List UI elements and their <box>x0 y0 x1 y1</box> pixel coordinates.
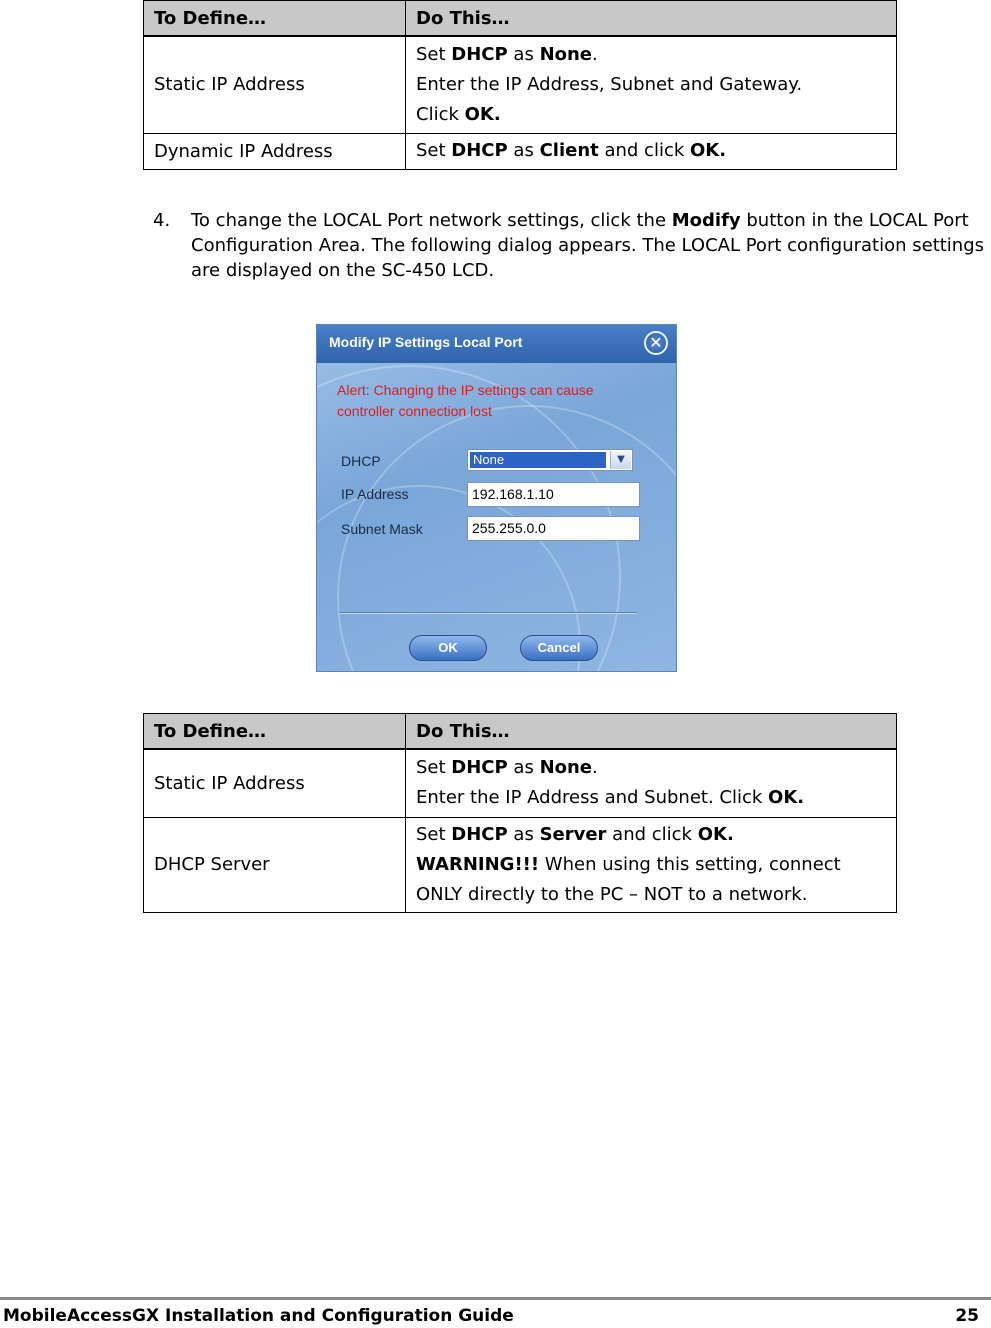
text-run: . <box>592 757 598 779</box>
bold-text: DHCP <box>451 823 508 845</box>
define-cell: Dynamic IP Address <box>144 133 406 169</box>
instruction-line <box>416 136 886 166</box>
instruction-line <box>416 880 886 910</box>
text-run: ONLY directly to the PC – NOT to a network. <box>416 883 808 905</box>
footer-rule <box>0 1297 991 1300</box>
table-row <box>144 749 897 817</box>
text-run: and click <box>598 140 690 161</box>
text-run: Set <box>416 140 452 161</box>
ip-address-input[interactable]: 192.168.1.10 <box>467 482 640 507</box>
text-run: as <box>507 140 540 161</box>
bold-text: Modify <box>671 210 741 231</box>
alert-line: controller connection lost <box>337 403 492 419</box>
text-run: To change the LOCAL Port network settings, click the <box>191 210 672 231</box>
dialog-title: Modify IP Settings Local Port <box>329 334 523 350</box>
instruction-cell <box>406 749 897 817</box>
instruction-line <box>416 783 886 813</box>
instruction-line <box>416 40 886 70</box>
header-to-define: To Define… <box>144 1 406 37</box>
modify-ip-settings-dialog <box>316 324 677 672</box>
instruction-line <box>416 100 886 130</box>
bold-text: DHCP <box>451 43 508 65</box>
definition-table-wan <box>143 0 897 170</box>
close-icon[interactable]: ✕ <box>644 331 668 355</box>
instruction-line <box>416 820 886 850</box>
instruction-cell <box>406 817 897 912</box>
text-run: as <box>507 757 540 779</box>
define-cell: Static IP Address <box>144 36 406 133</box>
ok-button[interactable]: OK <box>409 635 487 661</box>
text-run: Enter the IP Address, Subnet and Gateway. <box>416 73 803 95</box>
instruction-line <box>416 850 886 880</box>
define-cell: Static IP Address <box>144 749 406 817</box>
text-run: as <box>507 43 540 65</box>
page-number: 25 <box>955 1306 979 1326</box>
instruction-cell <box>406 133 897 169</box>
header-do-this: Do This… <box>406 714 897 750</box>
bold-text: Client <box>539 140 599 161</box>
instruction-line <box>416 753 886 783</box>
instruction-line <box>416 70 886 100</box>
footer-title: MobileAccessGX Installation and Configuration Guide <box>3 1306 514 1326</box>
ip-address-label: IP Address <box>341 486 409 502</box>
step-text <box>191 208 986 283</box>
text-run: Click <box>416 103 465 125</box>
text-run: button in the LOCAL Port Configuration Area. The following dialog appears. The LOCAL Port configuration settings are displayed on the SC-450 LCD. <box>191 210 985 281</box>
text-run: Set <box>416 43 452 65</box>
table-row <box>144 36 897 133</box>
subnet-mask-label: Subnet Mask <box>341 521 423 537</box>
table-header-row <box>144 714 897 750</box>
header-do-this: Do This… <box>406 1 897 37</box>
bold-text: Server <box>539 823 607 845</box>
text-run: Set <box>416 823 452 845</box>
definition-table-local <box>143 713 897 913</box>
dhcp-label: DHCP <box>341 453 381 469</box>
divider <box>339 612 637 614</box>
text-run: . <box>592 43 598 65</box>
chevron-down-icon[interactable]: ▼ <box>610 451 631 469</box>
bold-text: OK. <box>690 140 727 161</box>
step-number: 4. <box>153 210 171 231</box>
dhcp-selected-value: None <box>470 452 606 468</box>
text-run: and click <box>606 823 698 845</box>
bold-text: DHCP <box>451 140 508 161</box>
alert-message <box>337 380 657 422</box>
table-row <box>144 133 897 169</box>
table-row <box>144 817 897 912</box>
text-run: as <box>507 823 540 845</box>
text-run: Set <box>416 757 452 779</box>
define-cell: DHCP Server <box>144 817 406 912</box>
instruction-cell <box>406 36 897 133</box>
text-run: Enter the IP Address and Subnet. Click <box>416 787 769 809</box>
table-header-row <box>144 1 897 37</box>
bold-text: OK. <box>697 823 734 845</box>
alert-line: Alert: Changing the IP settings can cause <box>337 382 594 398</box>
dhcp-select[interactable] <box>467 449 633 471</box>
bold-text: OK. <box>768 787 805 809</box>
header-to-define: To Define… <box>144 714 406 750</box>
bold-text: WARNING!!! <box>416 853 540 875</box>
bold-text: DHCP <box>451 757 508 779</box>
subnet-mask-input[interactable]: 255.255.0.0 <box>467 516 640 541</box>
text-run: When using this setting, connect <box>539 853 841 875</box>
bold-text: None <box>539 757 593 779</box>
bold-text: None <box>539 43 593 65</box>
dialog-title-bar <box>317 325 676 363</box>
cancel-button[interactable]: Cancel <box>520 635 598 661</box>
bold-text: OK. <box>464 103 501 125</box>
